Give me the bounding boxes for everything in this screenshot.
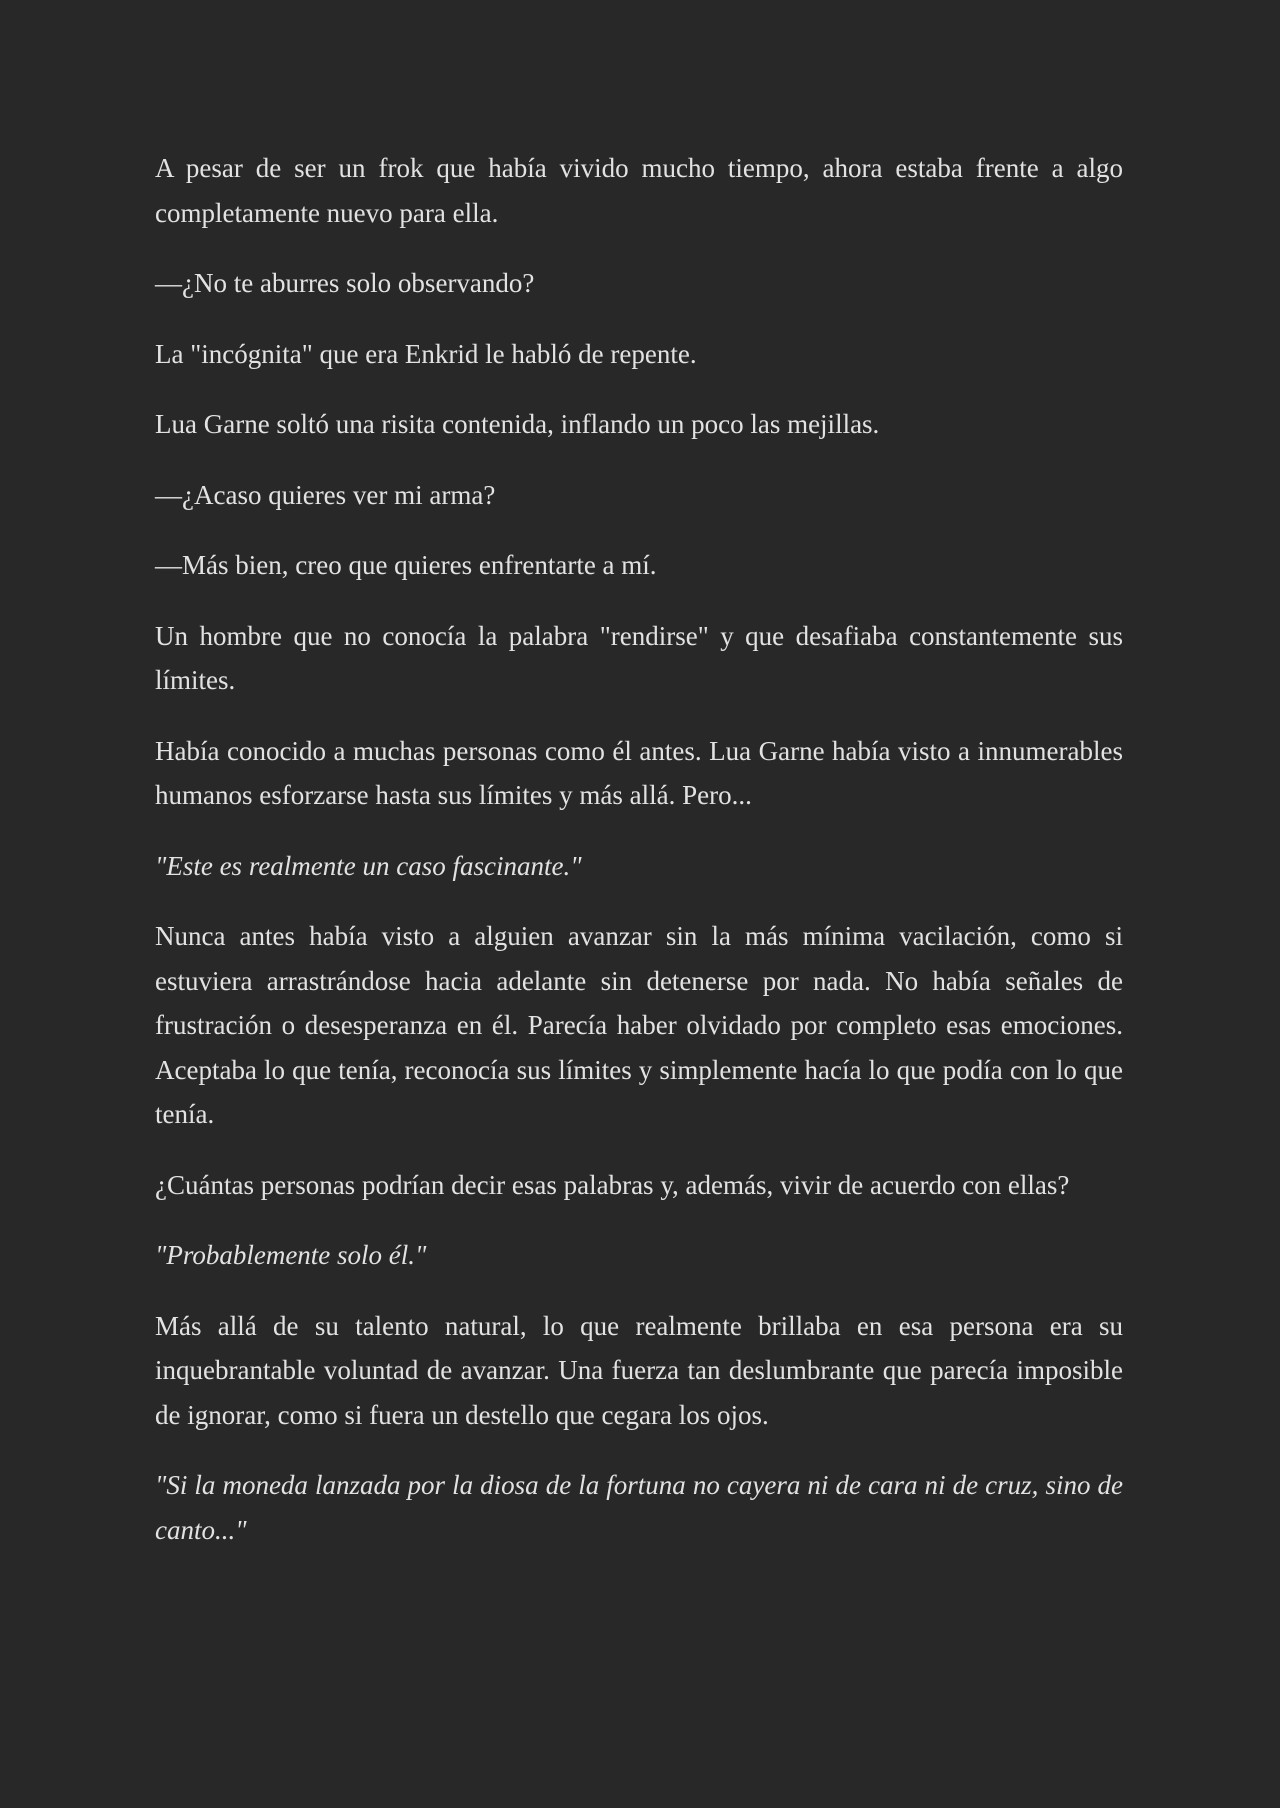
paragraph-5: —¿Acaso quieres ver mi arma? <box>155 479 496 510</box>
paragraph-3: La "incógnita" que era Enkrid le habló de repente. <box>155 338 697 369</box>
paragraph-12: "Probablemente solo él." <box>155 1240 427 1270</box>
paragraph-1: A pesar de ser un frok que había vivido mucho tiempo, ahora estaba frente a algo completamente nuevo para ella. <box>155 153 1123 228</box>
paragraph-7: Un hombre que no conocía la palabra "rendirse" y que desafiaba constantemente sus límites. <box>155 620 1123 695</box>
paragraph-13: Más allá de su talento natural, lo que realmente brillaba en esa persona era su inquebrantable voluntad de avanzar. Una fuerza tan deslumbrante que parecía imposible de ignorar, como si fuera un destello que cegara los ojos. <box>155 1310 1123 1430</box>
paragraph-9: "Este es realmente un caso fascinante." <box>155 850 582 881</box>
paragraph-11: ¿Cuántas personas podrían decir esas palabras y, además, vivir de acuerdo con ellas? <box>155 1169 1070 1200</box>
paragraph-14: "Si la moneda lanzada por la diosa de la fortuna no cayera ni de cara ni de cruz, sino de canto..." <box>155 1470 1123 1545</box>
paragraph-2: —¿No te aburres solo observando? <box>155 268 535 298</box>
reader-content <box>155 146 1123 1578</box>
paragraph-4: Lua Garne soltó una risita contenida, inflando un poco las mejillas. <box>155 409 880 439</box>
paragraph-10: Nunca antes había visto a alguien avanzar sin la más mínima vacilación, como si estuviera arrastrándose hacia adelante sin detenerse por nada. No había señales de frustración o desesperanza en él. Parecía haber olvidado por completo esas emociones. Aceptaba lo que tenía, reconocía sus límites y simplemente hacía lo que podía con lo que tenía. <box>155 921 1123 1129</box>
paragraph-8: Había conocido a muchas personas como él antes. Lua Garne había visto a innumerables humanos esforzarse hasta sus límites y más allá. Pero... <box>155 735 1123 810</box>
paragraph-6: —Más bien, creo que quieres enfrentarte a mí. <box>155 550 657 580</box>
